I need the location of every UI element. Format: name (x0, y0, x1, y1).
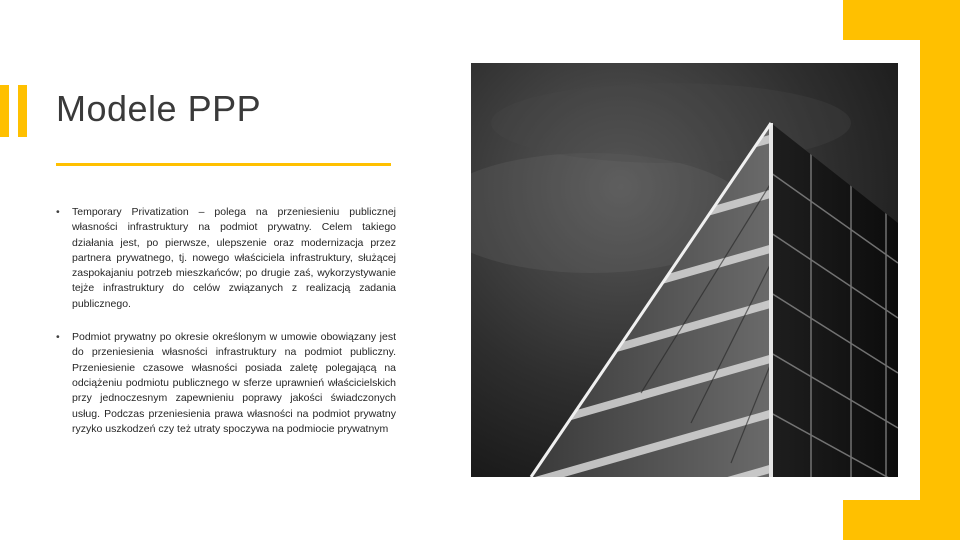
bullet-text: Podmiot prywatny po okresie określonym w umowie obowiązany jest do przeniesienia własności infrastruktury na podmiot publiczny. Przeniesienie czasowe własności posiada zaletę polegającą na odciążeniu podmiotu publicznego w sferze uprawnień właścicielskich przy jednoczesnym zapewnieniu poprawy jakości świadczonych usług. Podczas przeniesienia prawa własności na podmiot prywatny ryzyko uszkodzeń czy też utraty spoczywa na podmiocie prywatnym (72, 331, 396, 435)
bullet-item (56, 205, 396, 312)
bullet-list (56, 205, 396, 455)
bullet-item (56, 330, 396, 437)
slide-title: Modele PPP (56, 88, 262, 129)
title-underline (56, 163, 391, 166)
bullet-marker: • (56, 206, 60, 218)
accent-block-top (843, 0, 960, 40)
title-accent-bar (18, 85, 27, 137)
accent-block-side (920, 40, 960, 500)
building-photo (471, 63, 898, 477)
title-accent-bar (0, 85, 9, 137)
bullet-marker: • (56, 331, 60, 344)
bullet-text: Temporary Privatization – polega na przeniesieniu publicznej własności infrastruktury na podmiot prywatny. Celem takiego działania jest, po pierwsze, ulepszenie oraz modernizacja przez partnera prywatnego, tj. nowego właściciela infrastruktury, służącej zaspokajaniu potrzeb mieszkańców; po drugie zaś, wykorzystywanie tejże infrastruktury do celów związanych z realizacją zadania publicznego. (72, 206, 396, 310)
accent-block-bottom (843, 500, 960, 540)
